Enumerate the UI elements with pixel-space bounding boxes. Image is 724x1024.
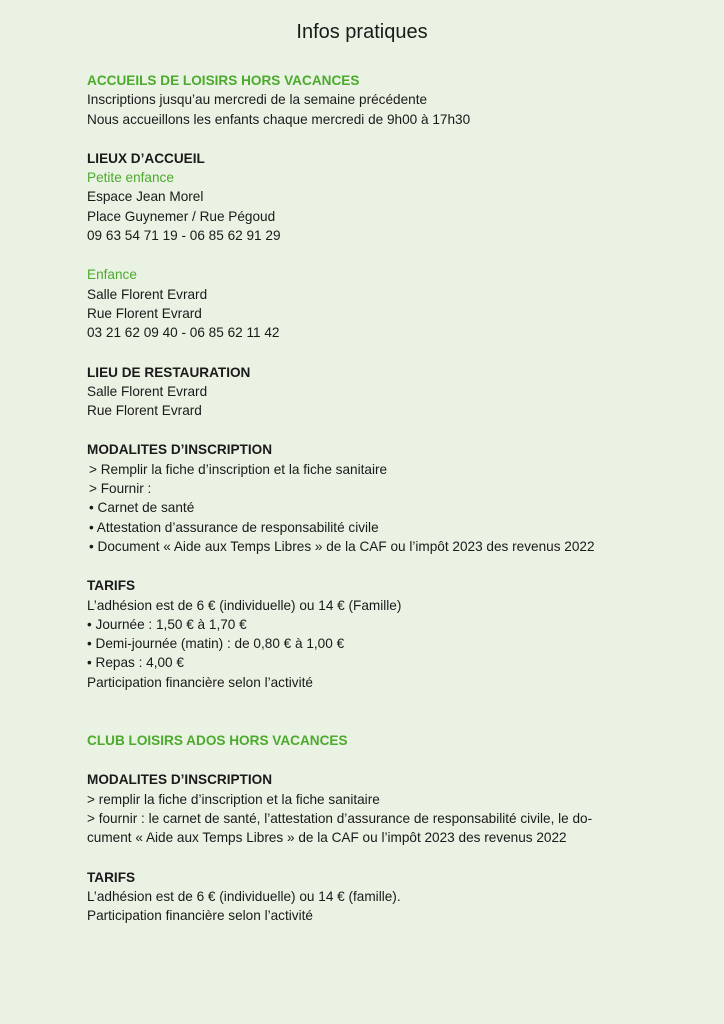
ados-tarifs-heading: TARIFS (87, 869, 136, 885)
ados-modalites-line: > fournir : le carnet de santé, l’attestation d’assurance de responsabilité civile, le do- (87, 810, 593, 826)
ados-modalites-line: > remplir la fiche d’inscription et la fiche sanitaire (87, 791, 380, 807)
ados-tarifs-line: L’adhésion est de 6 € (individuelle) ou 14 € (famille). (87, 888, 401, 904)
petite-enfance-phone: 09 63 54 71 19 - 06 85 62 91 29 (87, 228, 281, 244)
page-title: Infos pratiques (296, 21, 428, 43)
ados-tarifs-line: Participation financière selon l’activité (87, 908, 313, 924)
restauration-line: Rue Florent Evrard (87, 403, 202, 419)
modalites-bullet: • Carnet de santé (89, 500, 195, 516)
tarifs-heading: TARIFS (87, 578, 136, 594)
restauration-heading: LIEU DE RESTAURATION (87, 364, 251, 380)
tarifs-line: Participation financière selon l’activité (87, 674, 313, 690)
tarifs-line: L’adhésion est de 6 € (individuelle) ou 14 € (Famille) (87, 597, 402, 613)
petite-enfance-line: Place Guynemer / Rue Pégoud (87, 208, 276, 224)
enfance-line: Rue Florent Evrard (87, 305, 202, 321)
enfance-line: Salle Florent Evrard (87, 286, 208, 302)
modalites-bullet: • Attestation d’assurance de responsabilité civile (89, 519, 379, 535)
accueils-heading: ACCUEILS DE LOISIRS HORS VACANCES (87, 73, 360, 88)
modalites-line: > Remplir la fiche d’inscription et la fiche sanitaire (89, 461, 388, 477)
accueils-line: Inscriptions jusqu’au mercredi de la semaine précédente (87, 92, 428, 108)
lieux-heading: LIEUX D’ACCUEIL (87, 150, 205, 166)
ados-modalites-heading: MODALITES D’INSCRIPTION (87, 772, 273, 788)
ados-heading: CLUB LOISIRS ADOS HORS VACANCES (87, 733, 348, 749)
petite-enfance-label: Petite enfance (87, 170, 174, 186)
enfance-phone: 03 21 62 09 40 - 06 85 62 11 42 (87, 325, 280, 341)
tarifs-bullet: • Demi-journée (matin) : de 0,80 € à 1,00 € (87, 636, 345, 652)
modalites-bullet: • Document « Aide aux Temps Libres » de la CAF ou l’impôt 2023 des revenus 2022 (89, 538, 595, 554)
tarifs-bullet: • Repas : 4,00 € (87, 655, 184, 671)
modalites-heading: MODALITES D’INSCRIPTION (87, 442, 273, 458)
ados-modalites-line: cument « Aide aux Temps Libres » de la CAF ou l’impôt 2023 des revenus 2022 (87, 830, 567, 846)
modalites-line: > Fournir : (89, 481, 152, 497)
accueils-line: Nous accueillons les enfants chaque mercredi de 9h00 à 17h30 (87, 111, 471, 127)
tarifs-bullet: • Journée : 1,50 € à 1,70 € (87, 616, 247, 632)
petite-enfance-line: Espace Jean Morel (87, 189, 204, 205)
enfance-label: Enfance (87, 267, 137, 283)
restauration-line: Salle Florent Evrard (87, 383, 208, 399)
content (87, 71, 684, 925)
